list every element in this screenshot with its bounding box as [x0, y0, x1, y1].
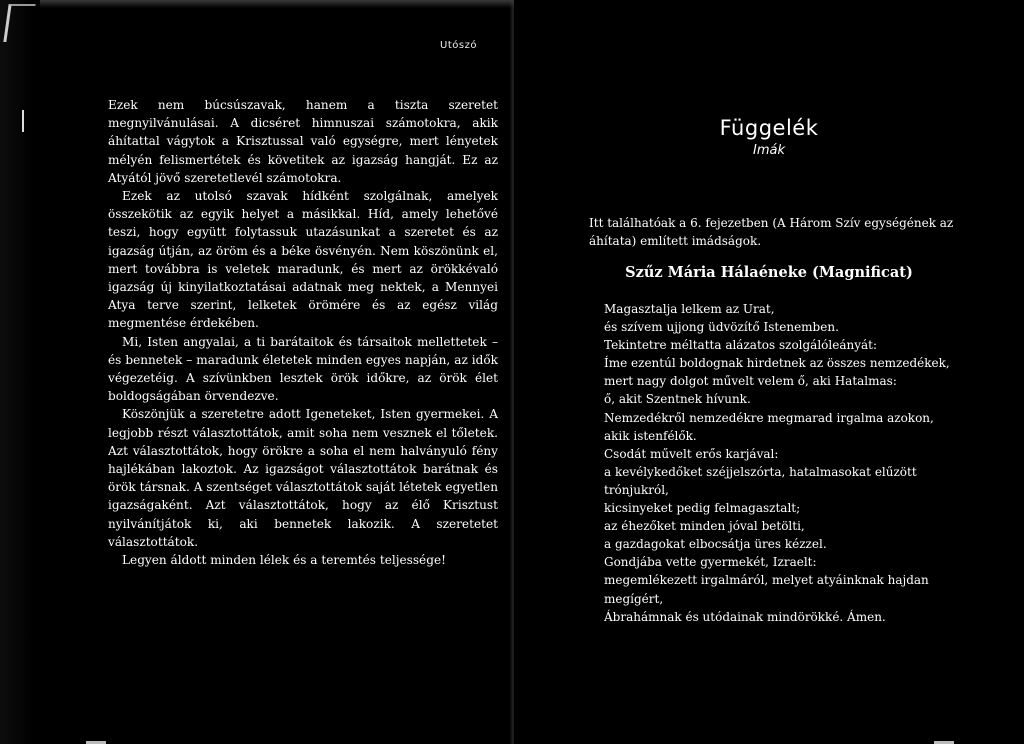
hymn-line: Gondjába vette gyermekét, Izraelt:	[604, 555, 817, 570]
hymn-line: Íme ezentúl boldognak hirdetnek az összes nemzedékek,	[604, 356, 950, 371]
hymn-line: ő, akit Szentnek hívunk.	[604, 392, 751, 407]
afterword-text	[108, 96, 498, 569]
hymn-line: Ábrahámnak és utódainak mindörökké. Ámen.	[604, 609, 886, 624]
paragraph-5: Legyen áldott minden lélek és a teremtés teljessége!	[122, 553, 446, 568]
edge-mark	[3, 4, 35, 42]
hymn-line: a gazdagokat elbocsátja üres kézzel.	[604, 537, 827, 552]
paragraph-3: Mi, Isten angyalai, a ti barátaitok és társaitok mellettetek – és bennetek – maradunk életetek minden egyes napján, az idők végezetéig. A szívünkben lesztek örök időkre, az örök élet boldogságában örvendezve.	[108, 334, 498, 404]
hymn-line: Magasztalja lelkem az Urat,	[604, 302, 775, 316]
book-edge	[0, 0, 34, 744]
hymn-line: Tekintetre méltatta alázatos szolgálóleányát:	[604, 338, 878, 353]
hymn-line: trónjukról,	[604, 482, 669, 497]
right-page	[514, 0, 1024, 744]
appendix-title: Függelék	[719, 116, 819, 140]
paragraph-2: Ezek az utolsó szavak hídként szolgálnak, amelyek összekötik az egyik helyet a másikkal. Híd, amely lehetővé teszi, hogy együtt folytassuk utazásunkat a szeretet és az igazság útján, az öröm és a béke ösvényén. Nem köszönünk el, mert továbbra is veletek maradunk, és mert az örökkévaló igazság új kinyilatkoztatásai adatnak meg nektek, a Mennyei Atya terve szerint, lelketek örömére és az egész világ megmentése érdekében.	[108, 189, 498, 331]
hymn-line: a kevélykedőket széjjelszórta, hatalmasokat elűzött	[604, 464, 917, 479]
appendix-intro: Itt találhatóak a 6. fejezetben (A Három Szív egységének az áhítata) említett imádságok.	[589, 216, 954, 248]
paragraph-1: Ezek nem búcsúszavak, hanem a tiszta szeretet megnyilvánulásai. A dicséret himnuszai számotokra, akik áhítattal vágytok a Krisztussal való egységre, mert lényetek mélyén felismertétek és követitek az igazság hangját. Ez az Atyától jövő szeretetlevél számotokra.	[108, 98, 498, 185]
hymn-line: Csodát művelt erős karjával:	[604, 446, 779, 461]
running-head: Utószó	[440, 40, 477, 51]
hymn-text	[604, 300, 1004, 626]
hymn-line: kicsinyeket pedig felmagasztalt;	[604, 501, 801, 516]
hymn-line: megemlékezett irgalmáról, melyet atyáinknak hajdan	[604, 573, 929, 588]
hymn-line: Nemzedékről nemzedékre megmarad irgalma azokon,	[604, 410, 934, 425]
hymn-title: Szűz Mária Hálaéneke (Magnificat)	[625, 264, 913, 281]
hymn-line: akik istenfélők.	[604, 428, 697, 443]
hymn-line: mert nagy dolgot művelt velem ő, aki Hatalmas:	[604, 374, 897, 389]
hymn-line: az éhezőket minden jóval betölti,	[604, 519, 805, 534]
hymn-line: és szívem ujjong üdvözítő Istenemben.	[604, 320, 839, 335]
edge-tick	[22, 110, 24, 132]
hymn-line: megígért,	[604, 591, 664, 606]
appendix-subtitle: Imák	[753, 143, 785, 158]
paragraph-4: Köszönjük a szeretetre adott Igeneteket, Isten gyermekei. A legjobb részt választottátok, amit soha nem vesznek el tőletek. Azt választottátok, hogy örökre a soha el nem halványuló fény hajlékában lakoztok. Az igazságot választottátok barátnak és örök társnak. A szentséget választottátok saját létetek egyetlen igazságaként. Azt választottátok, hogy az élő Krisztust nyilvánítjátok ki, aki bennetek lakozik. A szeretetet választottátok.	[108, 407, 498, 549]
